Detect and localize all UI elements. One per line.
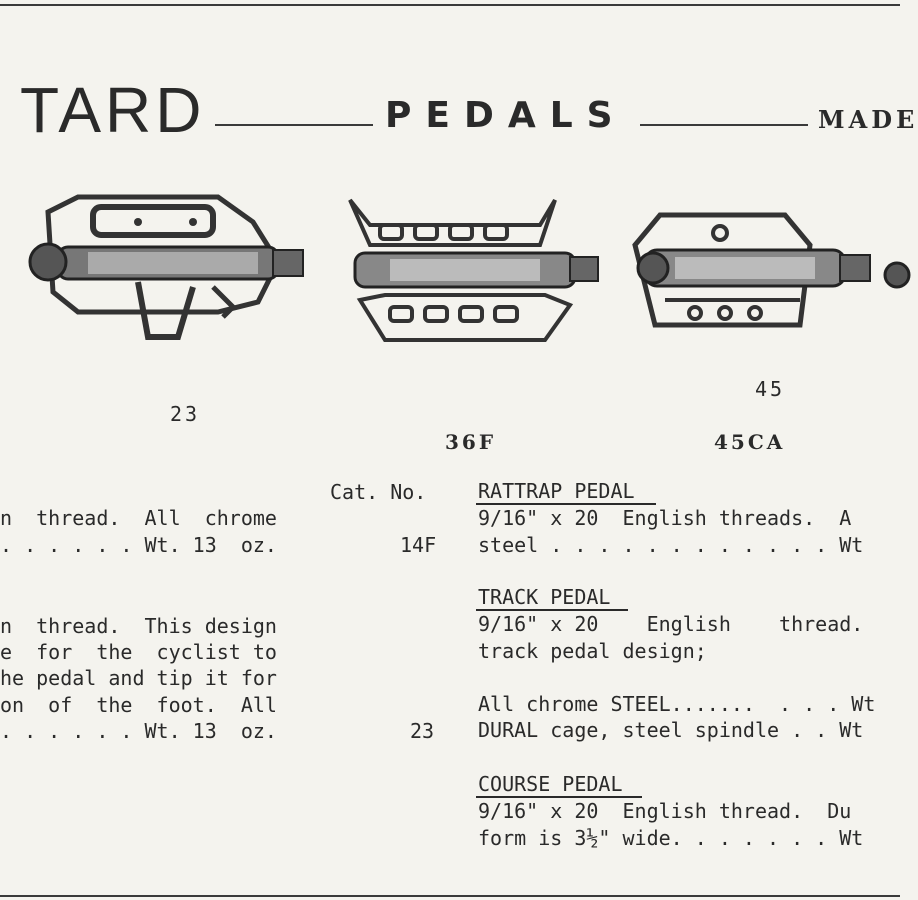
catalog-number-36f: 36F (445, 430, 497, 454)
product-heading-underline (476, 503, 656, 505)
left-text-line: . . . . . . Wt. 13 oz. (0, 719, 277, 743)
left-text-line: on of the foot. All (0, 693, 277, 717)
left-text-line: he pedal and tip it for (0, 666, 277, 690)
product-text-line: 9/16" x 20 English thread. (478, 612, 864, 636)
top-border-rule (0, 4, 900, 6)
product-text-line: track pedal design; (478, 639, 707, 663)
cat-no-entry: 14F (400, 533, 437, 557)
made-label: MADE (818, 105, 918, 134)
pedal-36f-illustration (345, 195, 600, 345)
catalog-number-45ca: 45CA (714, 430, 786, 454)
product-text-line: steel . . . . . . . . . . . . Wt (478, 533, 864, 557)
product-heading-track: TRACK PEDAL (478, 585, 611, 609)
left-text-line: n thread. This design (0, 614, 277, 638)
left-text-line: . . . . . . Wt. 13 oz. (0, 533, 277, 557)
catalog-number-45: 45 (755, 377, 786, 401)
cat-no-header: Cat. No. (330, 480, 427, 504)
page-title: PEDALS (385, 95, 627, 136)
pedal-45-illustration (625, 205, 900, 335)
product-heading-rattrap: RATTRAP PEDAL (478, 479, 635, 503)
product-heading-course: COURSE PEDAL (478, 772, 623, 796)
pedal-23-illustration (18, 192, 308, 342)
product-text-line: 9/16" x 20 English thread. Du (478, 799, 852, 823)
product-heading-underline (476, 796, 642, 798)
left-text-line: e for the cyclist to (0, 640, 277, 664)
catalog-number-23: 23 (170, 402, 201, 426)
product-text-line: All chrome STEEL....... . . . Wt (478, 692, 876, 716)
product-heading-underline (476, 609, 628, 611)
cat-no-entry: 23 (410, 719, 435, 743)
header-rule-left (215, 124, 373, 126)
left-text-line: n thread. All chrome (0, 506, 277, 530)
header-rule-right (640, 124, 808, 126)
product-text-line: form is 3½" wide. . . . . . . Wt (478, 826, 864, 850)
bottom-border-rule (0, 895, 900, 897)
brand-name: TARD (20, 74, 206, 146)
product-text-line: 9/16" x 20 English threads. A (478, 506, 852, 530)
product-text-line: DURAL cage, steel spindle . . Wt (478, 718, 864, 742)
